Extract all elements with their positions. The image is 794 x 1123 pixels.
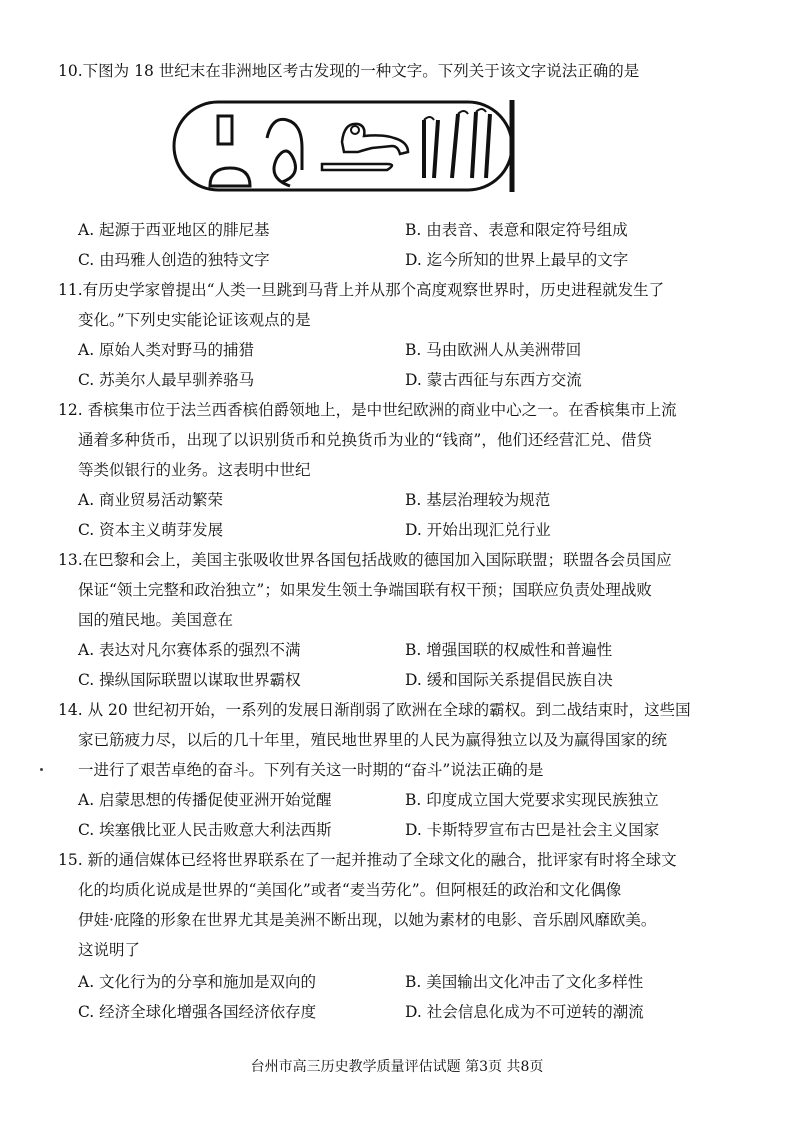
q11-option-b: B. 马由欧洲人从美洲带回 bbox=[405, 341, 582, 359]
q12-option-c: C. 资本主义萌芽发展 bbox=[78, 521, 224, 539]
q13-option-d: D. 缓和国际关系提倡民族自决 bbox=[405, 671, 613, 689]
hieroglyph-cartouche-image bbox=[172, 98, 528, 196]
q15-option-d: D. 社会信息化成为不可逆转的潮流 bbox=[405, 1003, 644, 1021]
question-12-stem-cont: 通着多种货币，出现了以识别货币和兑换货币为业的“钱商”，他们还经营汇兑、借贷 bbox=[78, 431, 652, 449]
question-14-stem: 14. 从 20 世纪初开始，一系列的发展日渐削弱了欧洲在全球的霸权。到二战结束时，这些国 bbox=[58, 701, 691, 719]
q14-option-b: B. 印度成立国大党要求实现民族独立 bbox=[405, 791, 659, 809]
q12-option-a: A. 商业贸易活动繁荣 bbox=[78, 491, 224, 509]
question-11-stem-cont: 变化。”下列史实能论证该观点的是 bbox=[78, 311, 311, 329]
q12-option-d: D. 开始出现汇兑行业 bbox=[405, 521, 551, 539]
q15-option-c: C. 经济全球化增强各国经济依存度 bbox=[78, 1003, 317, 1021]
question-15-stem: 15. 新的通信媒体已经将世界联系在了一起并推动了全球文化的融合，批评家有时将全球文 bbox=[58, 851, 677, 869]
q11-option-c: C. 苏美尔人最早驯养骆马 bbox=[78, 371, 255, 389]
q10-option-c: C. 由玛雅人创造的独特文字 bbox=[78, 251, 270, 269]
question-11-stem: 11.有历史学家曾提出“人类一旦跳到马背上并从那个高度观察世界时，历史进程就发生了 bbox=[58, 281, 665, 299]
q10-option-d: D. 迄今所知的世界上最早的文字 bbox=[405, 251, 629, 269]
question-12-stem: 12. 香槟集市位于法兰西香槟伯爵领地上，是中世纪欧洲的商业中心之一。在香槟集市上流 bbox=[58, 401, 677, 419]
q13-option-a: A. 表达对凡尔赛体系的强烈不满 bbox=[78, 641, 301, 659]
q13-option-b: B. 增强国联的权威性和普遍性 bbox=[405, 641, 613, 659]
q11-option-a: A. 原始人类对野马的捕猎 bbox=[78, 341, 255, 359]
question-15-stem-cont: 这说明了 bbox=[78, 941, 141, 959]
q14-option-c: C. 埃塞俄比亚人民击败意大利法西斯 bbox=[78, 821, 332, 839]
q13-option-c: C. 操纵国际联盟以谋取世界霸权 bbox=[78, 671, 301, 689]
q14-option-d: D. 卡斯特罗宣布古巴是社会主义国家 bbox=[405, 821, 660, 839]
question-10-stem: 10.下图为 18 世纪末在非洲地区考古发现的一种文字。下列关于该文字说法正确的是 bbox=[58, 62, 640, 80]
q15-option-b: B. 美国输出文化冲击了文化多样性 bbox=[405, 973, 644, 991]
question-13-stem-cont: 保证“领土完整和政治独立”；如果发生领土争端国联有权干预；国联应负责处理战败 bbox=[78, 581, 652, 599]
question-15-stem-cont: 化的均质化说成是世界的“美国化”或者“麦当劳化”。但阿根廷的政治和文化偶像 bbox=[78, 881, 622, 899]
q10-option-a: A. 起源于西亚地区的腓尼基 bbox=[78, 221, 270, 239]
q15-option-a: A. 文化行为的分享和施加是双向的 bbox=[78, 973, 317, 991]
question-13-stem-cont: 国的殖民地。美国意在 bbox=[78, 611, 234, 629]
question-12-stem-cont: 等类似银行的业务。这表明中世纪 bbox=[78, 461, 311, 479]
page-footer: 台州市高三历史教学质量评估试题 第3页 共8页 bbox=[250, 1059, 544, 1075]
question-13-stem: 13.在巴黎和会上，美国主张吸收世界各国包括战败的德国加入国际联盟；联盟各会员国应 bbox=[58, 551, 672, 569]
scan-speck bbox=[40, 768, 43, 771]
q11-option-d: D. 蒙古西征与东西方交流 bbox=[405, 371, 582, 389]
question-14-stem-cont: 一进行了艰苦卓绝的奋斗。下列有关这一时期的“奋斗”说法正确的是 bbox=[78, 761, 544, 779]
q12-option-b: B. 基层治理较为规范 bbox=[405, 491, 551, 509]
question-15-stem-cont: 伊娃·庇隆的形象在世界尤其是美洲不断出现，以她为素材的电影、音乐剧风靡欧美。 bbox=[78, 911, 657, 929]
q14-option-a: A. 启蒙思想的传播促使亚洲开始觉醒 bbox=[78, 791, 332, 809]
question-14-stem-cont: 家已筋疲力尽，以后的几十年里，殖民地世界里的人民为赢得独立以及为赢得国家的统 bbox=[78, 731, 668, 749]
q10-option-b: B. 由表音、表意和限定符号组成 bbox=[405, 221, 628, 239]
